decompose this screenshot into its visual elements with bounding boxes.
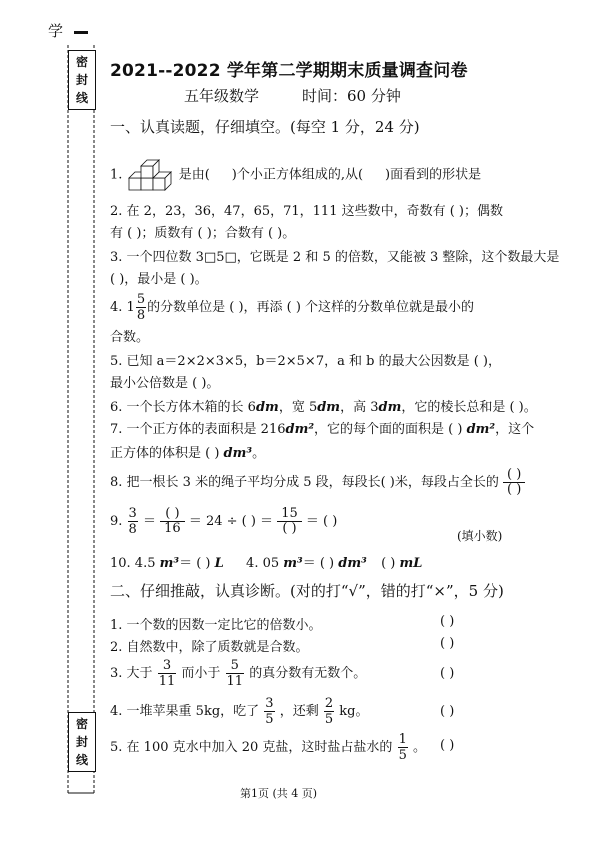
fraction-5-11: $\frac{5}{11}$ bbox=[226, 658, 244, 689]
judge-answer-3[interactable]: ( ) bbox=[440, 666, 455, 681]
question-6: 6. 一个长方体木箱的长 6dm，宽 5dm，高 3dm，它的棱长总和是 ( )。 bbox=[110, 400, 537, 415]
page-footer: 第1页 (共 4 页) bbox=[240, 787, 318, 800]
question-3-line2: ( )，最小是 ( )。 bbox=[110, 272, 208, 287]
fraction-15-blank: $\frac{15}{( )}$ bbox=[277, 507, 302, 536]
judge-item-3: 3. 大于 $\frac{3}{11}$ 而小于 $\frac{5}{11}$ 的真分数有无数个。 bbox=[110, 658, 367, 689]
blank-fraction: $\frac{( )}{( )}$ bbox=[503, 468, 525, 497]
question-9: 9. $\frac{3}{8}$ ＝ $\frac{( )}{16}$ ＝ 24 ÷ ( ) ＝ $\frac{15}{( )}$ ＝ ( ) bbox=[110, 506, 338, 537]
judge-item-1: 1. 一个数的因数一定比它的倍数小。 bbox=[110, 618, 322, 633]
seal-label-bottom: 密 封 线 bbox=[68, 712, 96, 772]
exam-time: 时间：60 分钟 bbox=[302, 87, 401, 105]
fraction-3-5: $\frac{3}{5}$ bbox=[265, 696, 274, 727]
question-5-line1: 5. 已知 a＝2×2×3×5，b＝2×5×7，a 和 b 的最大公因数是 ( )， bbox=[110, 354, 501, 369]
fraction-5-8: $\frac{5}{8}$ bbox=[136, 292, 146, 323]
question-8: 8. 把一根长 3 米的绳子平均分成 5 段，每段长( )米，每段占全长的 $\frac{( )}{( )}$ bbox=[110, 468, 525, 497]
seal-border-line bbox=[66, 45, 96, 795]
question-7-line1: 7. 一个正方体的表面积是 216dm²，它的每个面的面积是 ( ) dm²，这个 bbox=[110, 422, 535, 437]
judge-answer-2[interactable]: ( ) bbox=[440, 636, 455, 651]
exam-title: 2021--2022 学年第二学期期末质量调查问卷 bbox=[110, 61, 468, 81]
fraction-blank-16: $\frac{( )}{16}$ bbox=[160, 507, 185, 536]
section1-heading: 一、认真读题，仔细填空。(每空 1 分，24 分) bbox=[110, 118, 420, 136]
section2-heading: 二、仔细推敲，认真诊断。(对的打“√”，错的打“×”，5 分) bbox=[110, 582, 504, 600]
judge-item-5: 5. 在 100 克水中加入 20 克盐，这时盐占盐水的 $\frac{1}{5}$ 。 bbox=[110, 732, 426, 763]
question-9-note: (填小数) bbox=[457, 529, 503, 543]
judge-answer-1[interactable]: ( ) bbox=[440, 614, 455, 629]
question-2-line2: 有 ( )；质数有 ( )；合数有 ( )。 bbox=[110, 226, 296, 241]
fraction-3-8: $\frac{3}{8}$ bbox=[128, 506, 137, 537]
question-10: 10. 4.5 m³＝ ( ) L 4. 05 m³＝ ( ) dm³ ( ) mL bbox=[110, 556, 423, 571]
question-4-line1: 4. 1 $\frac{5}{8}$ 的分数单位是 ( )，再添 ( ) 个这样的分数单位就是最小的 bbox=[110, 292, 475, 323]
judge-item-2: 2. 自然数中，除了质数就是合数。 bbox=[110, 640, 309, 655]
fraction-3-11: $\frac{3}{11}$ bbox=[158, 658, 176, 689]
judge-answer-5[interactable]: ( ) bbox=[440, 738, 455, 753]
question-1: 1. 是由( )个小正方体组成的,从( )面看到的形状是 bbox=[110, 156, 481, 194]
student-label: 学 bbox=[48, 22, 64, 40]
question-3-line1: 3. 一个四位数 3□5□，它既是 2 和 5 的倍数，又能被 3 整除，这个数最大是 bbox=[110, 250, 560, 265]
question-2-line1: 2. 在 2，23，36，47，65，71，111 这些数中，奇数有 ( )；偶数 bbox=[110, 204, 504, 219]
fraction-2-5: $\frac{2}{5}$ bbox=[324, 696, 334, 727]
judge-item-4: 4. 一堆苹果重 5kg，吃了 $\frac{3}{5}$ ，还剩 $\frac{2}{5}$ kg。 bbox=[110, 696, 369, 727]
question-5-line2: 最小公倍数是 ( )。 bbox=[110, 376, 220, 391]
exam-grade: 五年级数学 bbox=[184, 87, 260, 105]
question-7-line2: 正方体的体积是 ( ) dm³。 bbox=[110, 446, 266, 461]
seal-label-top: 密 封 线 bbox=[68, 50, 96, 110]
judge-answer-4[interactable]: ( ) bbox=[440, 704, 455, 719]
question-4-line2: 合数。 bbox=[110, 330, 150, 345]
cube-figure-icon bbox=[127, 156, 175, 194]
fraction-1-5: $\frac{1}{5}$ bbox=[398, 732, 407, 763]
name-underline bbox=[74, 31, 88, 34]
